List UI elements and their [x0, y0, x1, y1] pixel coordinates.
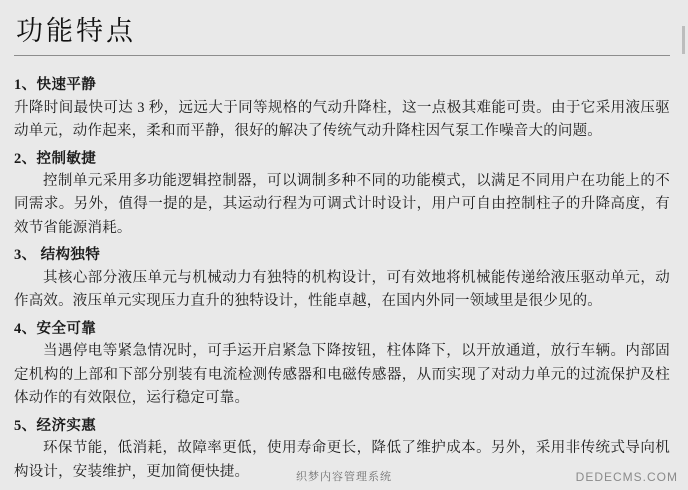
- section-heading: 5、经济实惠: [14, 417, 97, 434]
- section-2: [14, 148, 670, 241]
- section-1: [14, 74, 670, 143]
- page-title: 功能特点: [16, 16, 136, 46]
- section-heading: 1、快速平静: [14, 77, 97, 94]
- section-body: 升降时间最快可达 3 秒，远远大于同等规格的气动升降柱，这一点极其难能可贵。由于它采用液压驱动单元，动作起来，柔和而平静，很好的解决了传统气动升降柱因气泵工作噪音大的问题。: [14, 99, 670, 140]
- section-body: 控制单元采用多功能逻辑控制器，可以调制多种不同的功能模式，以满足不同用户在功能上的不同需求。另外，值得一提的是，其运动行程为可调式计时设计，用户可自由控制柱子的升降高度，有效节省能源消耗。: [14, 173, 670, 236]
- page-edge-marker: [682, 26, 685, 54]
- section-heading: 3、 结构独特: [14, 247, 101, 264]
- section-4: [14, 318, 670, 411]
- section-body: 当遇停电等紧急情况时，可手运开启紧急下降按钮，柱体降下，以开放通道，放行车辆。内部固定机构的上部和下部分别装有电流检测传感器和电磁传感器，从而实现了对动力单元的过流保护及柱体动作的有效限位，运行稳定可靠。: [14, 343, 670, 407]
- section-body: 环保节能，低消耗，故障率更低，使用寿命更长，降低了维护成本。另外，采用非传统式导向机构设计，安装维护，更加简便快捷。: [14, 440, 670, 480]
- section-heading: 2、控制敏捷: [14, 150, 97, 167]
- article-content: [14, 74, 670, 484]
- section-3: [14, 244, 670, 313]
- title-divider: [14, 55, 670, 56]
- section-heading: 4、安全可靠: [14, 320, 97, 337]
- footer-source: DEDECMS.COM: [575, 470, 678, 484]
- section-body: 其核心部分液压单元与机械动力有独特的机构设计，可有效地将机械能传递给液压驱动单元，动作高效。液压单元实现压力直升的独特设计，性能卓越，在国内外同一领域里是很少见的。: [14, 269, 670, 310]
- footer-watermark: 织梦内容管理系统: [296, 471, 392, 483]
